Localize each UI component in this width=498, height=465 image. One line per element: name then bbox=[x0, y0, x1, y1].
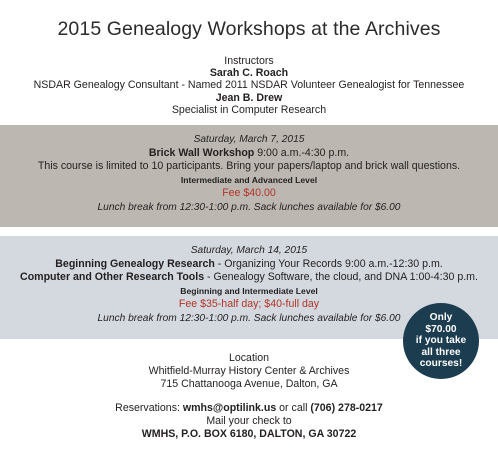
mail-address: WMHS, P.O. BOX 6180, DALTON, GA 30722 bbox=[141, 427, 357, 440]
location-heading: Location bbox=[228, 352, 270, 364]
badge-line-4: all three bbox=[421, 346, 461, 358]
workshop-1-date: Saturday, March 7, 2015 bbox=[193, 134, 305, 145]
page-title: 2015 Genealogy Workshops at the Archives bbox=[57, 18, 441, 40]
instructors-heading: Instructors bbox=[224, 55, 274, 67]
workshop-2a-desc: - Organizing Your Records 9:00 a.m.-12:30 p.m. bbox=[214, 257, 443, 270]
instructor-desc-2: Specialist in Computer Research bbox=[171, 103, 327, 116]
contact-section bbox=[0, 402, 498, 440]
badge-line-3: if you take bbox=[415, 335, 467, 347]
location-section bbox=[0, 352, 498, 390]
location-address: 715 Chattanooga Avenue, Dalton, GA bbox=[160, 377, 338, 390]
workshop-2-date: Saturday, March 14, 2015 bbox=[190, 245, 308, 256]
instructors-section bbox=[0, 55, 498, 116]
workshop-1-level: Intermediate and Advanced Level bbox=[180, 174, 318, 185]
workshop-2-lunch: Lunch break from 12:30-1:00 p.m. Sack lunches available for $6.00 bbox=[97, 312, 401, 324]
workshop-2a-name: Beginning Genealogy Research bbox=[55, 257, 215, 270]
reservations-email-link[interactable]: wmhs@optilink.us bbox=[182, 402, 277, 414]
workshop-1-time: 9:00 a.m.-4:30 p.m. bbox=[254, 146, 350, 159]
badge-line-5: courses! bbox=[419, 358, 463, 370]
workshop-2b-desc: - Genealogy Software, the cloud, and DNA 1:00-4:30 p.m. bbox=[204, 271, 478, 283]
workshop-1-note: This course is limited to 10 participants. Bring your papers/laptop and brick wall questions. bbox=[37, 160, 461, 172]
workshop-2-fee: Fee $35-half day; $40-full day bbox=[178, 298, 320, 310]
reservations-or-call: or call bbox=[276, 402, 311, 414]
badge-line-1: Only bbox=[429, 312, 453, 323]
reservations-phone[interactable]: (706) 278-0217 bbox=[310, 402, 383, 414]
instructor-name-1: Sarah C. Roach bbox=[209, 67, 289, 80]
workshop-1-fee: Fee $40.00 bbox=[222, 187, 276, 199]
location-name: Whitfield-Murray History Center & Archives bbox=[148, 364, 350, 377]
workshop-1-name: Brick Wall Workshop bbox=[148, 146, 255, 159]
mail-check-line: Mail your check to bbox=[206, 414, 292, 427]
workshop-2-level: Beginning and Intermediate Level bbox=[180, 285, 318, 296]
instructor-desc-1: NSDAR Genealogy Consultant - Named 2011 NSDAR Volunteer Genealogist for Tennessee bbox=[33, 79, 465, 92]
badge-line-2: $70.00 bbox=[425, 323, 457, 335]
reservations-label: Reservations: bbox=[115, 402, 183, 414]
instructor-name-2: Jean B. Drew bbox=[215, 91, 283, 104]
workshop-1-lunch: Lunch break from 12:30-1:00 p.m. Sack lunches available for $6.00 bbox=[97, 201, 401, 213]
workshop-1-panel bbox=[0, 125, 498, 227]
workshop-2b-name: Computer and Other Research Tools bbox=[20, 271, 205, 283]
